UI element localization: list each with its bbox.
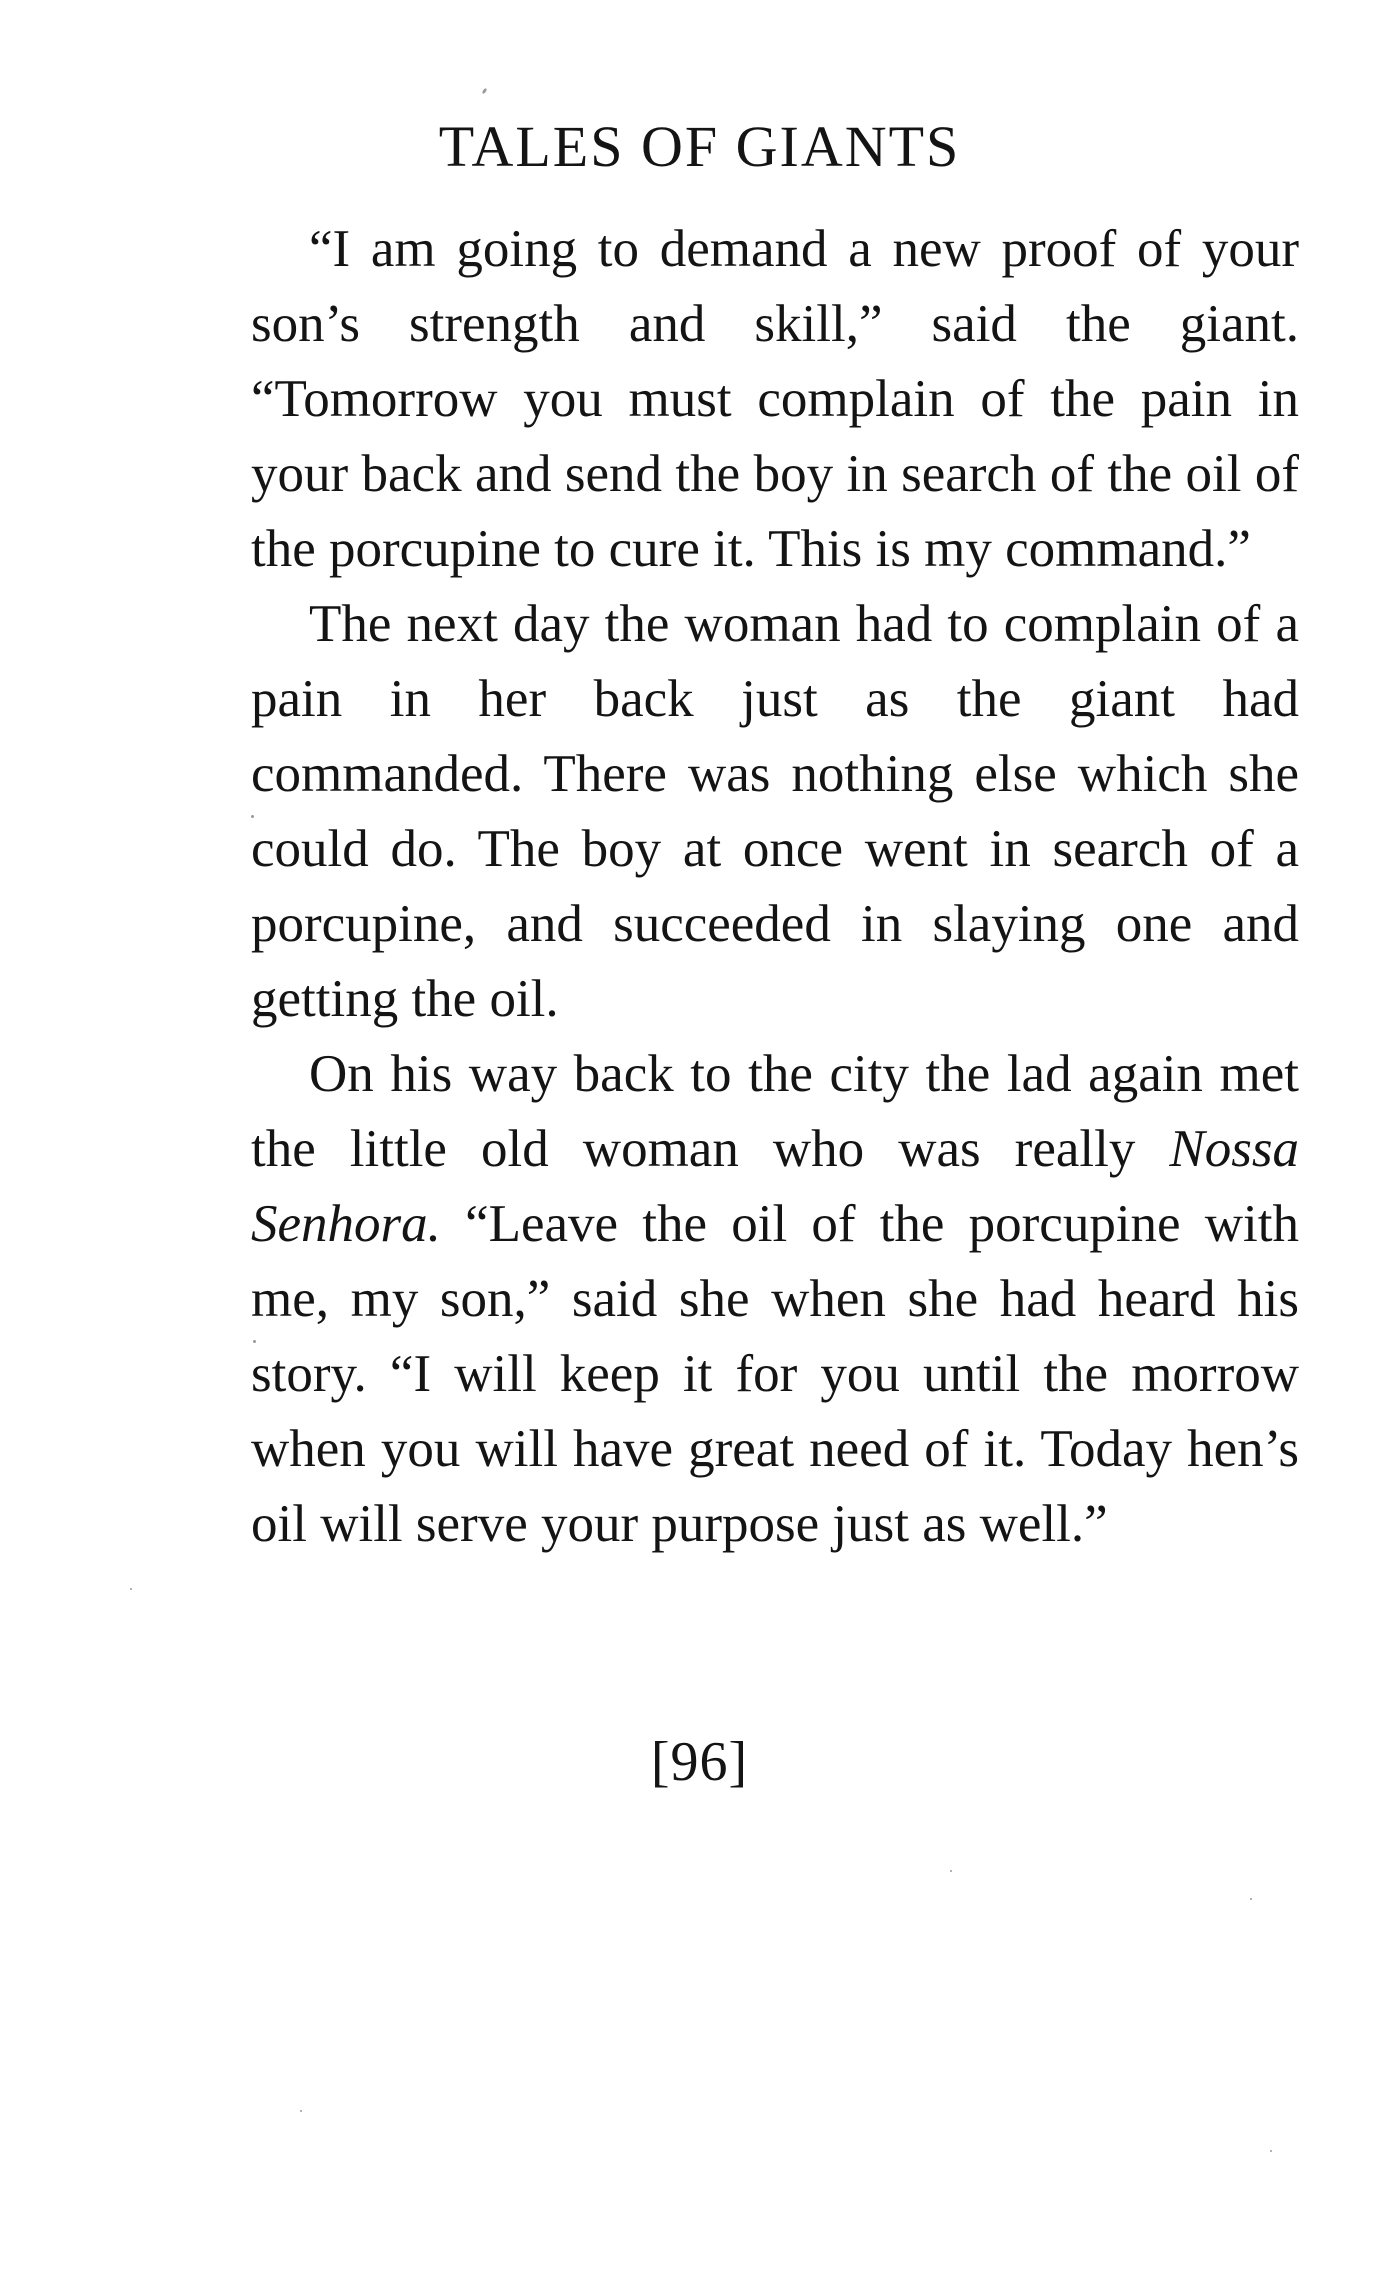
scan-speck	[251, 815, 254, 818]
scan-speck	[130, 1588, 132, 1590]
paragraph-1: “I am going to demand a new proof of your son’s strength and skill,” said the giant. “Tomorrow you must complain of the pain in your back and send the boy in search of the oil of the porcupine to cure it. This is my command.”	[251, 220, 1299, 578]
paragraph-2: The next day the woman had to complain of a pain in her back just as the giant had commanded. There was nothing else which she could do. The boy at once went in search of a porcupine, and succeeded in slaying one and getting the oil.	[251, 595, 1299, 1028]
running-head: TALES OF GIANTS	[438, 114, 961, 179]
paragraph-3	[251, 1037, 1299, 1562]
body-text	[251, 212, 1299, 1562]
paragraph-3-lead: On his way back to the city the lad again met the little old woman who was really	[251, 1045, 1299, 1178]
italic-name: Nossa Senhora.	[251, 1120, 1299, 1253]
scan-speck	[1270, 2150, 1272, 2152]
scan-speck	[950, 1870, 952, 1872]
scan-speck	[253, 1340, 256, 1343]
paragraph-3-rest: “Leave the oil of the porcupine with me, my son,” said she when she had heard his story. “I will keep it for you until the morrow when you will have great need of it. Today hen’s oil will serve your purpose just as well.”	[251, 1195, 1299, 1553]
scan-speck	[300, 2110, 302, 2112]
page-number: [96]	[650, 1731, 749, 1793]
scan-speck	[1250, 1898, 1252, 1900]
scan-speck	[482, 88, 488, 95]
